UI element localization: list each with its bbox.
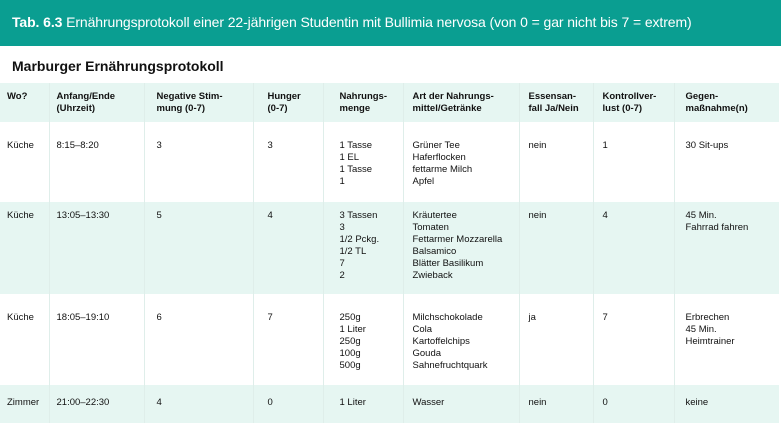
cell-menge: 3 Tassen 3 1/2 Pckg. 1/2 TL 7 2 [323, 202, 403, 294]
header-art: Art der Nahrungs- mittel/Getränke [403, 83, 519, 122]
cell-ort: Küche [7, 210, 34, 221]
cell-art: Grüner Tee Haferflocken fettarme Milch Apfel [403, 122, 519, 202]
header-kontrollverlust: Kontrollver- lust (0-7) [593, 83, 674, 122]
header-zeit: Anfang/Ende (Uhrzeit) [49, 83, 144, 122]
cell-stimmung: 4 [144, 385, 253, 423]
header-row [0, 83, 779, 122]
cell-gegenmassnahme: 45 Min. Fahrrad fahren [674, 202, 779, 294]
cell-ort: Küche [7, 140, 34, 151]
table-caption-bar [0, 0, 781, 46]
protocol-title: Marburger Ernährungsprotokoll [12, 58, 224, 74]
cell-gegenmassnahme: keine [674, 385, 779, 423]
cell-gegenmassnahme: Erbrechen 45 Min. Heimtrainer [674, 294, 779, 385]
cell-essensanfall: ja [519, 294, 593, 385]
cell-gegenmassnahme: 30 Sit-ups [674, 122, 779, 202]
nutrition-protocol-table [0, 83, 779, 423]
caption-text: Ernährungsprotokoll einer 22-jährigen Studentin mit Bullimia nervosa (von 0 = gar nicht bis 7 = extrem) [66, 14, 692, 30]
table-caption [12, 14, 692, 30]
cell-menge: 250g 1 Liter 250g 100g 500g [323, 294, 403, 385]
cell-kontrollverlust: 4 [593, 202, 674, 294]
cell-stimmung: 5 [144, 202, 253, 294]
header-gegenmassnahme: Gegen- maßnahme(n) [674, 83, 779, 122]
cell-ort: Küche [7, 312, 34, 323]
table-row [0, 202, 779, 294]
cell-stimmung: 3 [144, 122, 253, 202]
table-row [0, 294, 779, 385]
cell-zeit: 8:15–8:20 [49, 122, 144, 202]
cell-menge: 1 Tasse 1 EL 1 Tasse 1 [323, 122, 403, 202]
cell-art: Kräutertee Tomaten Fettarmer Mozzarella Balsamico Blätter Basilikum Zwieback [403, 202, 519, 294]
cell-art: Milchschokolade Cola Kartoffelchips Gouda Sahnefruchtquark [403, 294, 519, 385]
cell-ort: Zimmer [7, 397, 40, 408]
header-hunger: Hunger (0-7) [253, 83, 323, 122]
cell-hunger: 4 [253, 202, 323, 294]
cell-kontrollverlust: 0 [593, 385, 674, 423]
cell-zeit: 13:05–13:30 [49, 202, 144, 294]
header-menge: Nahrungs- menge [323, 83, 403, 122]
cell-hunger: 0 [253, 385, 323, 423]
cell-menge: 1 Liter [323, 385, 403, 423]
cell-hunger: 3 [253, 122, 323, 202]
header-essensanfall: Essensan- fall Ja/Nein [519, 83, 593, 122]
table-row [0, 385, 779, 423]
cell-kontrollverlust: 1 [593, 122, 674, 202]
header-stimmung: Negative Stim- mung (0-7) [144, 83, 253, 122]
cell-stimmung: 6 [144, 294, 253, 385]
cell-zeit: 18:05–19:10 [49, 294, 144, 385]
caption-label: Tab. 6.3 [12, 14, 63, 30]
header-wo: Wo? [7, 91, 28, 102]
cell-art: Wasser [403, 385, 519, 423]
cell-essensanfall: nein [519, 385, 593, 423]
cell-kontrollverlust: 7 [593, 294, 674, 385]
cell-hunger: 7 [253, 294, 323, 385]
cell-essensanfall: nein [519, 202, 593, 294]
table-row [0, 122, 779, 202]
cell-zeit: 21:00–22:30 [49, 385, 144, 423]
cell-essensanfall: nein [519, 122, 593, 202]
